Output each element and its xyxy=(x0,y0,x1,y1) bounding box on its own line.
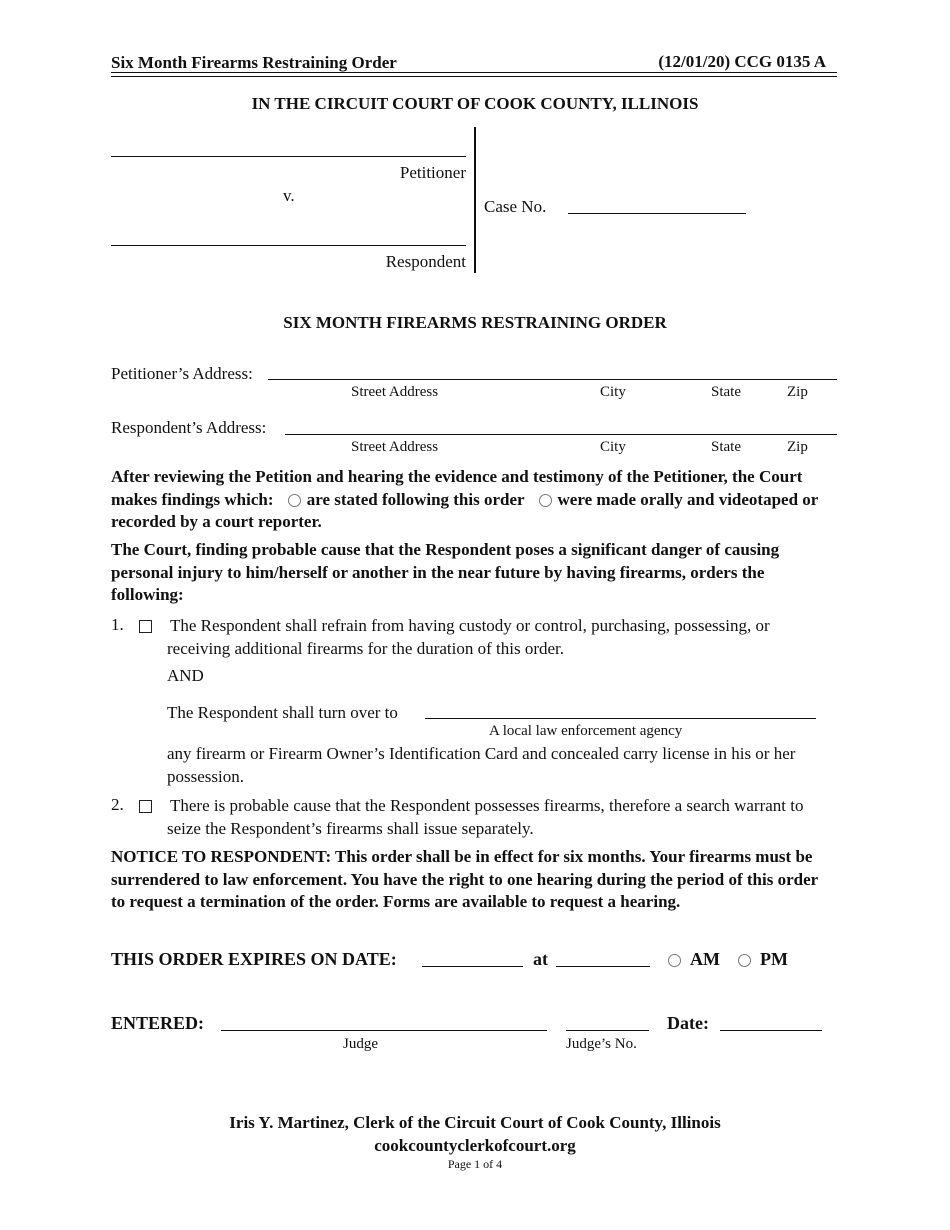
respondent-name-field[interactable] xyxy=(111,245,466,246)
city-caption: City xyxy=(600,384,626,400)
versus-label: v. xyxy=(283,186,295,205)
judge-caption: Judge xyxy=(343,1036,378,1052)
caption-divider xyxy=(474,127,476,273)
findings-oral-label: were made orally and xyxy=(557,489,715,509)
item2-checkbox[interactable] xyxy=(139,800,152,813)
zip-caption: Zip xyxy=(787,384,808,400)
date-label: Date: xyxy=(667,1013,709,1033)
item1-number: 1. xyxy=(111,615,124,634)
any-firearm-text: any firearm or Firearm Owner’s Identification Card and concealed carry license in his or her possession. xyxy=(167,744,796,786)
form-header-title: Six Month Firearms Restraining Order xyxy=(111,53,397,72)
findings-paragraph xyxy=(111,466,837,534)
turn-over-label: The Respondent shall turn over to xyxy=(167,703,398,722)
pm-radio[interactable] xyxy=(738,954,751,967)
notice-paragraph: NOTICE TO RESPONDENT: This order shall be in effect for six months. Your firearms must be surrendered to law enforcement. You have the right to one hearing during the period of this order to request a termination of the order. Forms are available to request a hearing. xyxy=(111,847,818,911)
pm-label: PM xyxy=(760,949,788,969)
findings-tail: videotaped or recorded by a court reporter. xyxy=(111,489,819,531)
header-rule-2 xyxy=(111,76,837,77)
street-caption: Street Address xyxy=(351,384,439,400)
page-number: Page 1 of 4 xyxy=(447,1157,503,1171)
findings-stated-label: are stated following this order xyxy=(306,489,525,509)
and-label: AND xyxy=(167,666,204,685)
entered-date-field[interactable] xyxy=(720,1030,822,1031)
agency-caption: A local law enforcement agency xyxy=(489,723,683,739)
item1-text: The Respondent shall refrain from having custody or control, purchasing, possessing, or receiving additional firearms for the duration of this order. xyxy=(167,616,770,658)
judge-field[interactable] xyxy=(221,1030,547,1031)
judge-no-caption: Judge’s No. xyxy=(566,1036,637,1052)
findings-stated-radio[interactable] xyxy=(288,494,301,507)
entered-label: ENTERED: xyxy=(111,1013,205,1033)
item2-text: There is probable cause that the Respondent possesses firearms, therefore a search warrant to seize the Respondent’s firearms shall issue separately. xyxy=(167,796,804,838)
am-radio[interactable] xyxy=(668,954,681,967)
respondent-address-field[interactable] xyxy=(285,434,837,435)
city-caption: City xyxy=(600,439,626,455)
order-title: SIX MONTH FIREARMS RESTRAINING ORDER xyxy=(283,313,667,332)
petitioner-name-field[interactable] xyxy=(111,156,466,157)
state-caption: State xyxy=(711,384,741,400)
judge-no-field[interactable] xyxy=(566,1030,649,1031)
petitioner-address-label: Petitioner’s Address: xyxy=(111,364,253,383)
header-rule xyxy=(111,72,837,73)
zip-caption: Zip xyxy=(787,439,808,455)
expires-label: THIS ORDER EXPIRES ON DATE: xyxy=(111,949,397,969)
case-no-label: Case No. xyxy=(484,197,547,216)
court-title: IN THE CIRCUIT COURT OF COOK COUNTY, ILLINOIS xyxy=(251,94,699,113)
website-footer[interactable]: cookcountyclerkofcourt.org xyxy=(374,1136,576,1155)
findings-lead: After reviewing the Petition and hearing the evidence and testimony of the Petitioner, the Court makes findings which: xyxy=(111,467,803,509)
court-finding: The Court, finding probable cause that the Respondent poses a significant danger of causing personal injury to him/herself or another in the near future by having firearms, orders the following: xyxy=(111,540,780,604)
street-caption: Street Address xyxy=(351,439,439,455)
case-no-field[interactable] xyxy=(568,213,746,214)
state-caption: State xyxy=(711,439,741,455)
at-label: at xyxy=(533,949,548,969)
item2-number: 2. xyxy=(111,795,124,814)
form-code: (12/01/20) CCG 0135 A xyxy=(658,52,826,71)
am-label: AM xyxy=(690,949,720,969)
findings-oral-radio[interactable] xyxy=(539,494,552,507)
item1-checkbox[interactable] xyxy=(139,620,152,633)
expires-time-field[interactable] xyxy=(556,966,650,967)
petitioner-label: Petitioner xyxy=(399,163,466,182)
expires-date-field[interactable] xyxy=(422,966,523,967)
agency-field[interactable] xyxy=(425,718,816,719)
clerk-footer: Iris Y. Martinez, Clerk of the Circuit Court of Cook County, Illinois xyxy=(229,1113,721,1132)
petitioner-address-field[interactable] xyxy=(268,379,837,380)
respondent-address-label: Respondent’s Address: xyxy=(111,418,267,437)
respondent-label: Respondent xyxy=(385,252,466,271)
